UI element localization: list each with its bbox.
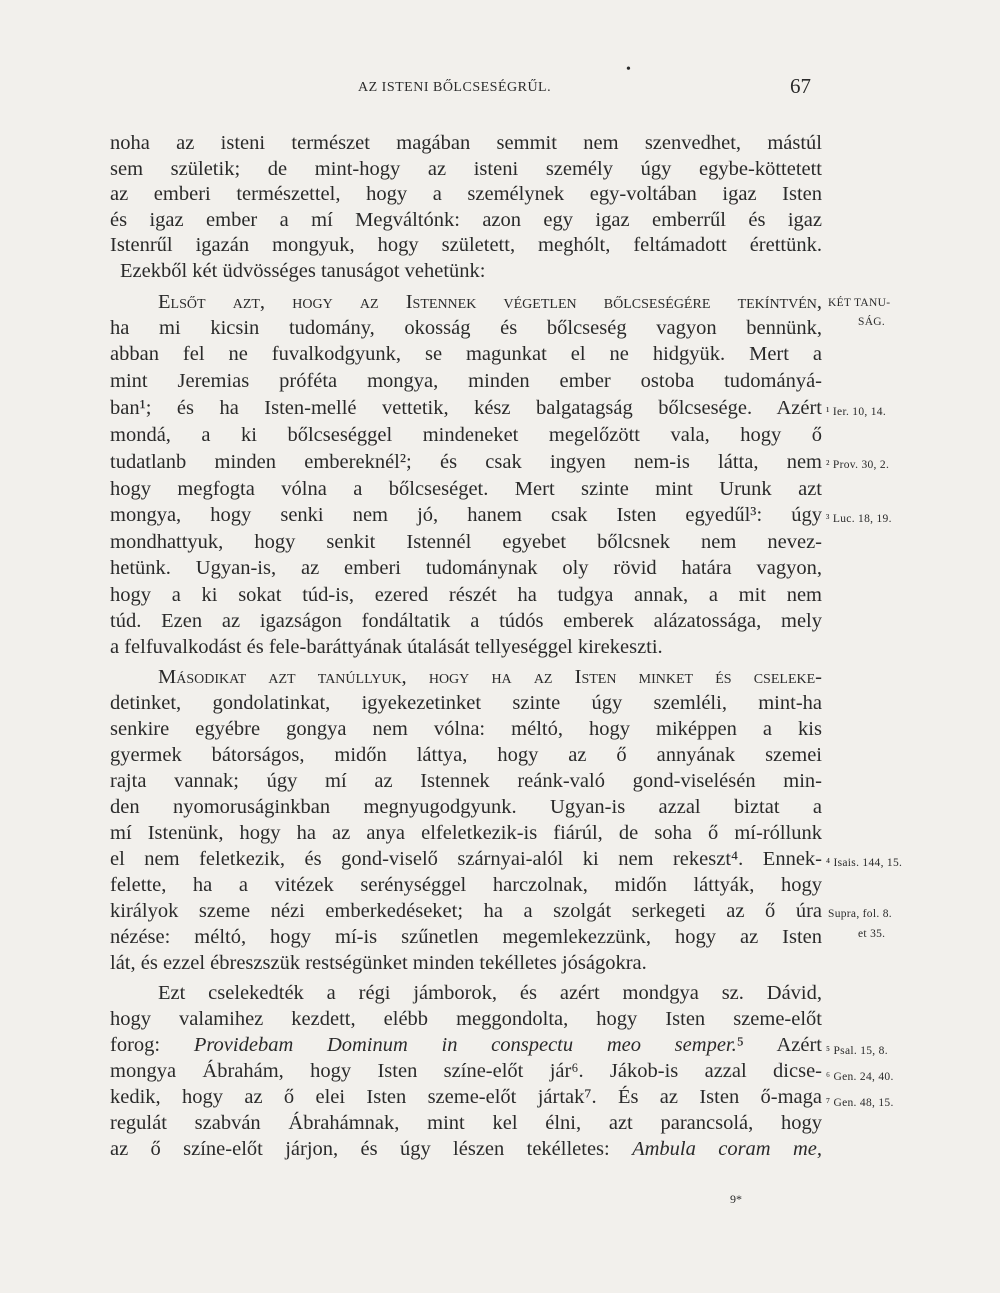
text-line: den nyomoruságinkban megnyugodgyunk. Ugyan-is azzal biztat a [110,796,822,818]
text-line: mongya, hogy senki nem jó, hanem csak Isten egyedűl³: úgy [110,504,822,526]
text-line: regulát szabván Ábrahámnak, mint kel élni, azt parancsolá, hogy [110,1112,822,1134]
text-line: mint Jeremias próféta mongya, minden ember ostoba tudományá- [110,370,822,392]
text-line: és igaz ember a mí Megváltónk: azon egy igaz emberrűl és igaz [110,209,822,231]
margin-note: ¹ Ier. 10, 14. [826,406,887,418]
margin-note: ³ Luc. 18, 19. [826,513,892,525]
text-line: sem születik; de mint-hogy az isteni személy úgy egybe-köttetett [110,158,822,180]
page-number: 67 [790,74,811,98]
text-line: túd. Ezen az igazságon fondáltatik a túdós emberek alázatossága, mely [110,610,822,632]
text-line: az emberi természettel, hogy a személynek egy-voltában igaz Isten [110,183,822,205]
margin-note: et 35. [858,928,886,940]
text-line: hogy valamihez kezdett, elébb meggondolta, hogy Isten szeme-előt [110,1008,822,1030]
margin-note: SÁG. [858,316,886,328]
margin-note: ⁵ Psal. 15, 8. [826,1045,888,1057]
text-line: Másodikat azt tanúllyuk, hogy ha az Isten minket és cseleke- [158,666,822,688]
text-line: ban¹; és ha Isten-mellé vettetik, kész balgatagság bőlcsesége. Azért [110,397,822,419]
text-line: tudatlanb minden embereknél²; és csak ingyen nem-is látta, nem [110,451,822,473]
text-line: Istenrűl igazán mongyuk, hogy született, meghólt, feltámadott érettünk. [110,234,822,256]
text-line: hogy megfogta vólna a bőlcseséget. Mert szinte mint Urunk azt [110,478,822,500]
text-line: noha az isteni természet magában semmit nem szenvedhet, mástúl [110,132,822,154]
margin-note: ² Prov. 30, 2. [826,459,890,471]
text-line: hetünk. Ugyan-is, az emberi tudománynak oly rövid határa vagyon, [110,557,822,579]
text-line: a felfuvalkodást és fele-baráttyának útalását tellyeséggel kirekeszti. [110,636,663,658]
text-line: mongya Ábrahám, hogy Isten színe-előt jár⁶. Jákob-is azzal dicse- [110,1060,822,1082]
text-line: hogy a ki sokat túd-is, ezered részét ha tudgya annak, a mit nem [110,584,822,606]
text-line: rajta vannak; úgy mí az Istennek reánk-való gond-viselésén min- [110,770,822,792]
text-line: Ezekből két üdvösséges tanuságot vehetünk: [120,260,486,282]
text-line: mí Istenünk, hogy ha az anya elfeletkezik-is fiárúl, de soha ő mí-róllunk [110,822,822,844]
text-line: el nem feletkezik, és gond-viselő szárnyai-alól ki nem rekeszt⁴. Ennek- [110,848,822,870]
text-line: kedik, hogy az ő elei Isten szeme-előt jártak⁷. És az Isten ő-maga [110,1086,822,1108]
text-line: felette, ha a vitézek serénységgel harczolnak, midőn láttyák, hogy [110,874,822,896]
text-line: ha mi kicsin tudomány, okosság és bőlcseség vagyon bennünk, [110,317,822,339]
margin-note: ⁷ Gen. 48, 15. [826,1097,894,1109]
text-line-quote: forog: Providebam Dominum in conspectu meo semper.⁵ Azért [110,1034,822,1056]
margin-note: ⁴ Isais. 144, 15. [826,857,903,869]
text-line: gyermek bátorságos, midőn láttya, hogy az ő annyának szemei [110,744,822,766]
text-line: Elsőt azt, hogy az Istennek végetlen bőlcseségére tekíntvén, [158,291,822,313]
text-line: mondhattyuk, hogy senkit Istennél egyebet bőlcsnek nem nevez- [110,531,822,553]
margin-note: ⁶ Gen. 24, 40. [826,1071,894,1083]
text-line: detinket, gondolatinkat, igyekezetinket szinte úgy szemléli, mint-ha [110,692,822,714]
text-line: mondá, a ki bőlcseséggel mindeneket megelőzött vala, hogy ő [110,424,822,446]
text-line: Ezt cselekedték a régi jámborok, és azért mondgya sz. Dávid, [158,982,822,1004]
text-line: abban fel ne fuvalkodgyunk, se magunkat el ne hidgyük. Mert a [110,343,822,365]
text-line: királyok szeme nézi emberkedéseket; ha a szolgát serkegeti az ő úra [110,900,822,922]
margin-note: Supra, fol. 8. [828,908,892,920]
text-line-quote: az ő színe-előt járjon, és úgy lészen tekélletes: Ambula coram me, [110,1138,822,1160]
text-line: nézése: méltó, hogy mí-is szűnetlen megemlekezzünk, hogy az Isten [110,926,822,948]
running-header: AZ ISTENI BŐLCSESÉGRŰL. [358,80,552,95]
text-line: lát, és ezzel ébreszszük restségünket minden tekélletes jóságokra. [110,952,647,974]
signature-mark: 9* [730,1192,742,1206]
text-line: senkire egyébre gongya nem vólna: méltó, hogy miképpen a kis [110,718,822,740]
header-mark: • [626,62,631,77]
margin-note: KÉT TANU- [828,297,891,309]
